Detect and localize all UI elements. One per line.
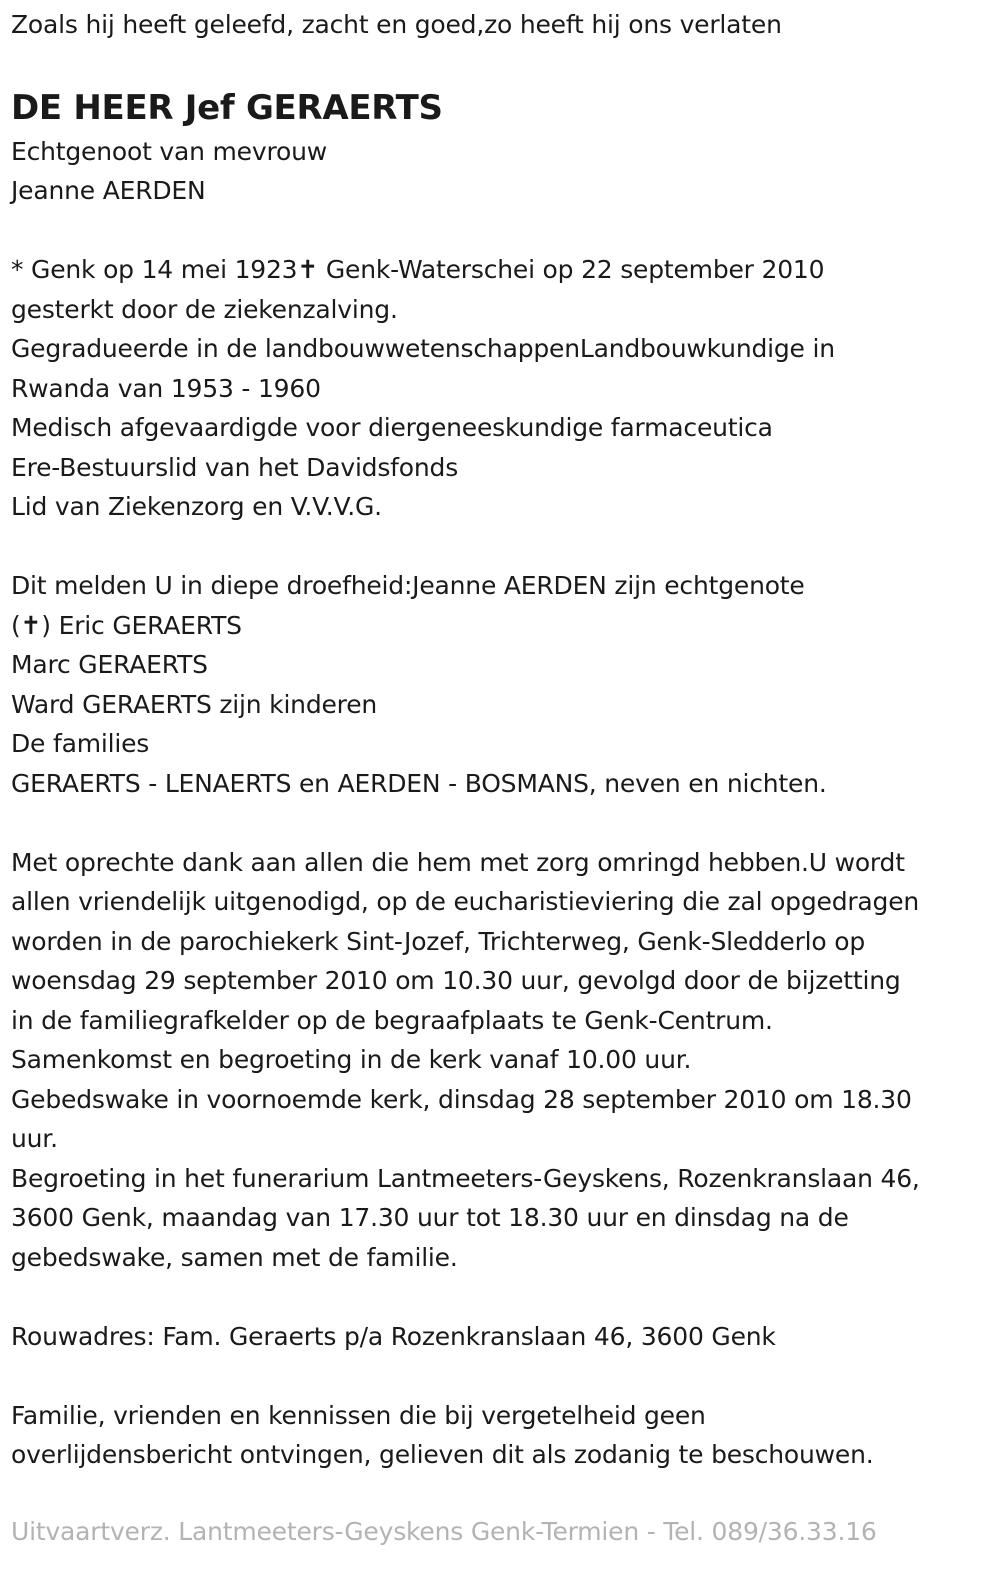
ceremony-line: Gebedswake in voornoemde kerk, dinsdag 28 september 2010 om 18.30	[11, 1084, 912, 1114]
spouse-line-2: Jeanne AERDEN	[11, 176, 206, 205]
ceremony-line: uur.	[11, 1124, 58, 1153]
spacer	[11, 1277, 991, 1317]
birth-death-line: * Genk op 14 mei 1923✝ Genk-Waterschei op 22 september 2010	[11, 255, 825, 284]
spacer	[11, 1356, 991, 1396]
ceremony-line: in de familiegrafkelder op de begraafplaats te Genk-Centrum.	[11, 1005, 773, 1035]
motto-text: Zoals hij heeft geleefd, zacht en goed,zo heeft hij ons verlaten	[11, 10, 782, 39]
obituary-document	[11, 0, 991, 1475]
ceremony-line: Samenkomst en begroeting in de kerk vanaf 10.00 uur.	[11, 1045, 692, 1074]
announcer-line: Ward GERAERTS zijn kinderen	[11, 689, 378, 719]
biography-line: Medisch afgevaardigde voor diergeneeskundige farmaceutica	[11, 413, 773, 442]
notice-line: overlijdensbericht ontvingen, gelieven dit als zodanig te beschouwen.	[11, 1440, 874, 1469]
ceremony-line: Begroeting in het funerarium Lantmeeters-Geyskens, Rozenkranslaan 46,	[11, 1163, 920, 1193]
ceremony-section	[11, 843, 991, 1278]
biography-line: Lid van Ziekenzorg en V.V.V.G.	[11, 492, 382, 521]
biography-section	[11, 250, 991, 527]
ceremony-line: Met oprechte dank aan allen die hem met zorg omringd hebben.U wordt	[11, 847, 905, 877]
ceremony-line: worden in de parochiekerk Sint-Jozef, Trichterweg, Genk-Sledderlo op	[11, 926, 866, 956]
ceremony-line: 3600 Genk, maandag van 17.30 uur tot 18.30 uur en dinsdag na de	[11, 1203, 849, 1232]
biography-line: Ere-Bestuurslid van het Davidsfonds	[11, 452, 459, 482]
biography-line: Rwanda van 1953 - 1960	[11, 373, 321, 403]
ceremony-line: allen vriendelijk uitgenodigd, op de eucharistieviering die zal opgedragen	[11, 887, 920, 916]
spacer	[11, 527, 991, 567]
announcer-line: De families	[11, 729, 150, 758]
deceased-name-title: DE HEER Jef GERAERTS	[11, 87, 443, 128]
notice-section	[11, 1396, 991, 1475]
ceremony-line: gebedswake, samen met de familie.	[11, 1242, 458, 1272]
announcer-line: Dit melden U in diepe droefheid:Jeanne AERDEN zijn echtgenote	[11, 571, 805, 600]
announcer-line: Marc GERAERTS	[11, 650, 208, 679]
funeral-home-footer: Uitvaartverz. Lantmeeters-Geyskens Genk-Termien - Tel. 089/36.33.16	[11, 1517, 877, 1546]
ceremony-line: woensdag 29 september 2010 om 10.30 uur, gevolgd door de bijzetting	[11, 966, 901, 995]
announcer-line: GERAERTS - LENAERTS en AERDEN - BOSMANS, neven en nichten.	[11, 768, 827, 798]
spouse-line-1: Echtgenoot van mevrouw	[11, 136, 327, 166]
spacer	[11, 211, 991, 251]
announcers-section	[11, 566, 991, 803]
mourning-address: Rouwadres: Fam. Geraerts p/a Rozenkranslaan 46, 3600 Genk	[11, 1321, 776, 1351]
announcer-line: (✝) Eric GERAERTS	[11, 610, 242, 640]
spacer	[11, 803, 991, 843]
biography-line: Gegradueerde in de landbouwwetenschappenLandbouwkundige in	[11, 334, 835, 363]
notice-line: Familie, vrienden en kennissen die bij vergetelheid geen	[11, 1400, 706, 1430]
biography-line: gesterkt door de ziekenzalving.	[11, 294, 398, 324]
